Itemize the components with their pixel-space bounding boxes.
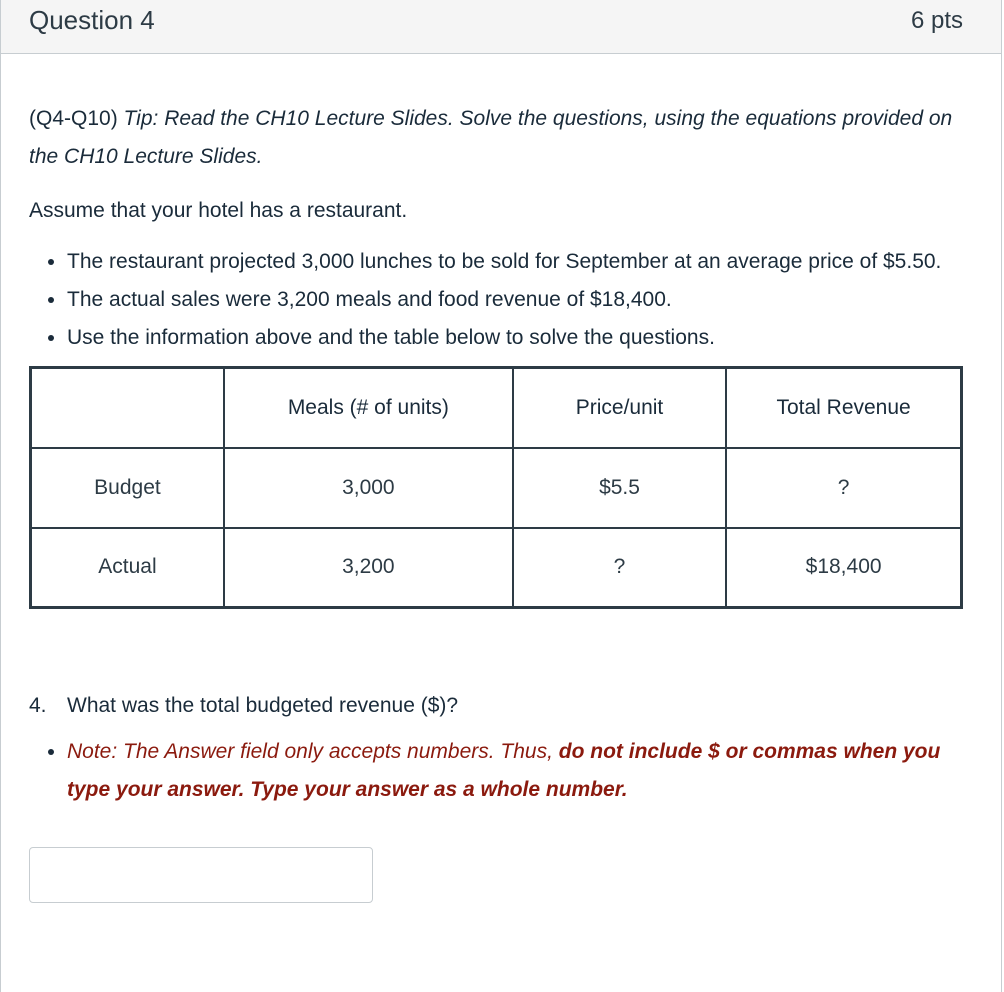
question-header	[1, 0, 1001, 54]
question-number: 4.	[29, 694, 47, 717]
header-cell: Total Revenue	[726, 368, 961, 448]
table-cell: 3,200	[224, 528, 513, 608]
table-cell: $5.5	[513, 448, 726, 528]
question-prompt	[29, 687, 973, 725]
list-item: • The actual sales were 3,200 meals and food revenue of $18,400.	[67, 282, 967, 318]
table-cell: 3,000	[224, 448, 513, 528]
table-row	[31, 448, 962, 528]
tip-label: (Q4-Q10)	[29, 107, 124, 130]
table-cell: ?	[726, 448, 961, 528]
tip-paragraph	[29, 100, 959, 176]
table-cell: $18,400	[726, 528, 961, 608]
table-row	[31, 528, 962, 608]
table-cell: ?	[513, 528, 726, 608]
question-text: What was the total budgeted revenue ($)?	[67, 694, 459, 717]
assumption-text: Assume that your hotel has a restaurant.	[29, 199, 408, 222]
revenue-table	[29, 366, 963, 609]
note-emphasis: do not include $ or commas when you type your answer. Type your answer as a whole number.	[67, 740, 941, 801]
header-cell	[31, 368, 224, 448]
header-cell: Meals (# of units)	[224, 368, 513, 448]
list-item: • The restaurant projected 3,000 lunches to be sold for September at an average price of $5.50.	[67, 244, 967, 280]
header-cell: Price/unit	[513, 368, 726, 448]
note-item	[67, 733, 967, 809]
table-header-row	[31, 368, 962, 448]
question-points: 6 pts	[910, 6, 963, 34]
facts-list	[29, 244, 967, 356]
question-title: Question 4	[29, 5, 155, 35]
table-cell: Actual	[31, 528, 224, 608]
question-body	[1, 100, 1001, 903]
answer-input[interactable]	[29, 847, 373, 903]
list-item: • Use the information above and the table below to solve the questions.	[67, 320, 967, 356]
table-cell: Budget	[31, 448, 224, 528]
tip-text: Tip: Read the CH10 Lecture Slides. Solve the questions, using the equations provided on the CH10 Lecture Slides.	[29, 107, 953, 168]
note-text: Note: The Answer field only accepts numbers. Thus,	[67, 740, 559, 763]
note-list	[29, 733, 967, 809]
